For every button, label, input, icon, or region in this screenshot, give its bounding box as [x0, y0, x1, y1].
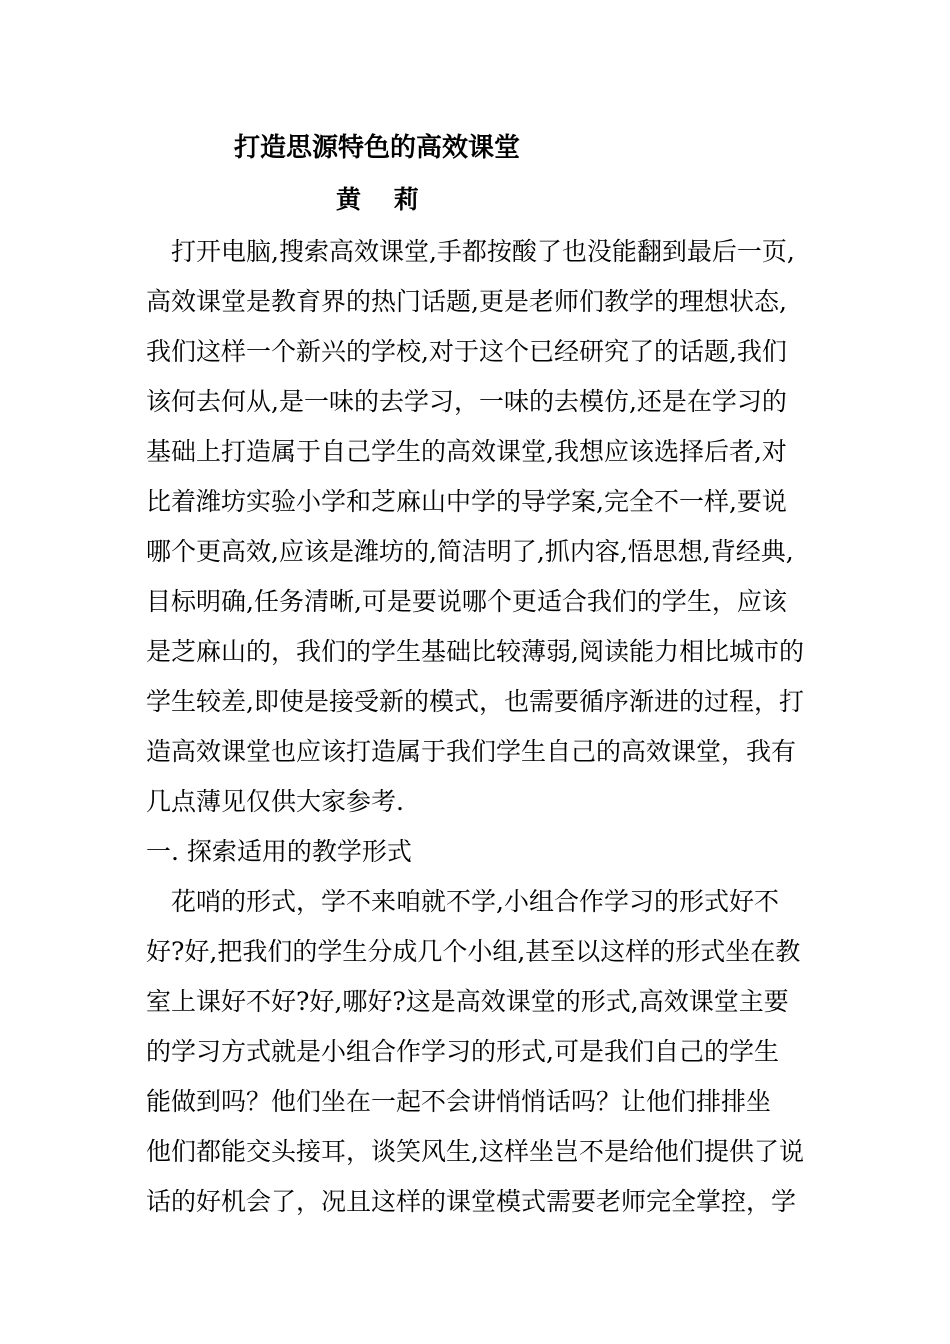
document-author: 黄 莉 — [336, 185, 431, 214]
text-line: 是芝麻山的，我们的学生基础比较薄弱,阅读能力相比城市的 — [146, 637, 804, 666]
text-line: 话的好机会了，况且这样的课堂模式需要老师完全掌控，学 — [146, 1187, 797, 1216]
text-line: 的学习方式就是小组合作学习的形式,可是我们自己的学生 — [146, 1037, 779, 1066]
text-line: 几点薄见仅供大家参考. — [146, 787, 404, 816]
document-title: 打造思源特色的高效课堂 — [234, 133, 521, 163]
text-line: 造高效课堂也应该打造属于我们学生自己的高效课堂，我有 — [146, 737, 797, 766]
text-line: 打开电脑,搜索高效课堂,手都按酸了也没能翻到最后一页, — [146, 237, 795, 266]
text-line: 比着潍坊实验小学和芝麻山中学的导学案,完全不一样,要说 — [146, 487, 787, 516]
text-line: 基础上打造属于自己学生的高效课堂,我想应该选择后者,对 — [146, 437, 787, 466]
text-line: 该何去何从,是一味的去学习，一味的去模仿,还是在学习的 — [146, 387, 787, 416]
text-line: 花哨的形式，学不来咱就不学,小组合作学习的形式好不 — [146, 887, 779, 916]
text-line: 我们这样一个新兴的学校,对于这个已经研究了的话题,我们 — [146, 337, 787, 366]
text-line: 高效课堂是教育界的热门话题,更是老师们教学的理想状态, — [146, 287, 787, 316]
text-line: 学生较差,即使是接受新的模式，也需要循序渐进的过程，打 — [146, 687, 804, 716]
section-heading: 一. 探索适用的教学形式 — [146, 837, 412, 866]
text-line: 他们都能交头接耳，谈笑风生,这样坐岂不是给他们提供了说 — [146, 1137, 804, 1166]
text-line: 哪个更高效,应该是潍坊的,简洁明了,抓内容,悟思想,背经典, — [146, 537, 794, 566]
text-line: 室上课好不好?好,哪好?这是高效课堂的形式,高效课堂主要 — [146, 987, 789, 1016]
text-line: 能做到吗？他们坐在一起不会讲悄悄话吗？让他们排排坐 — [146, 1087, 772, 1116]
text-line: 好?好,把我们的学生分成几个小组,甚至以这样的形式坐在教 — [146, 937, 801, 966]
text-line: 目标明确,任务清晰,可是要说哪个更适合我们的学生，应该 — [146, 587, 787, 616]
